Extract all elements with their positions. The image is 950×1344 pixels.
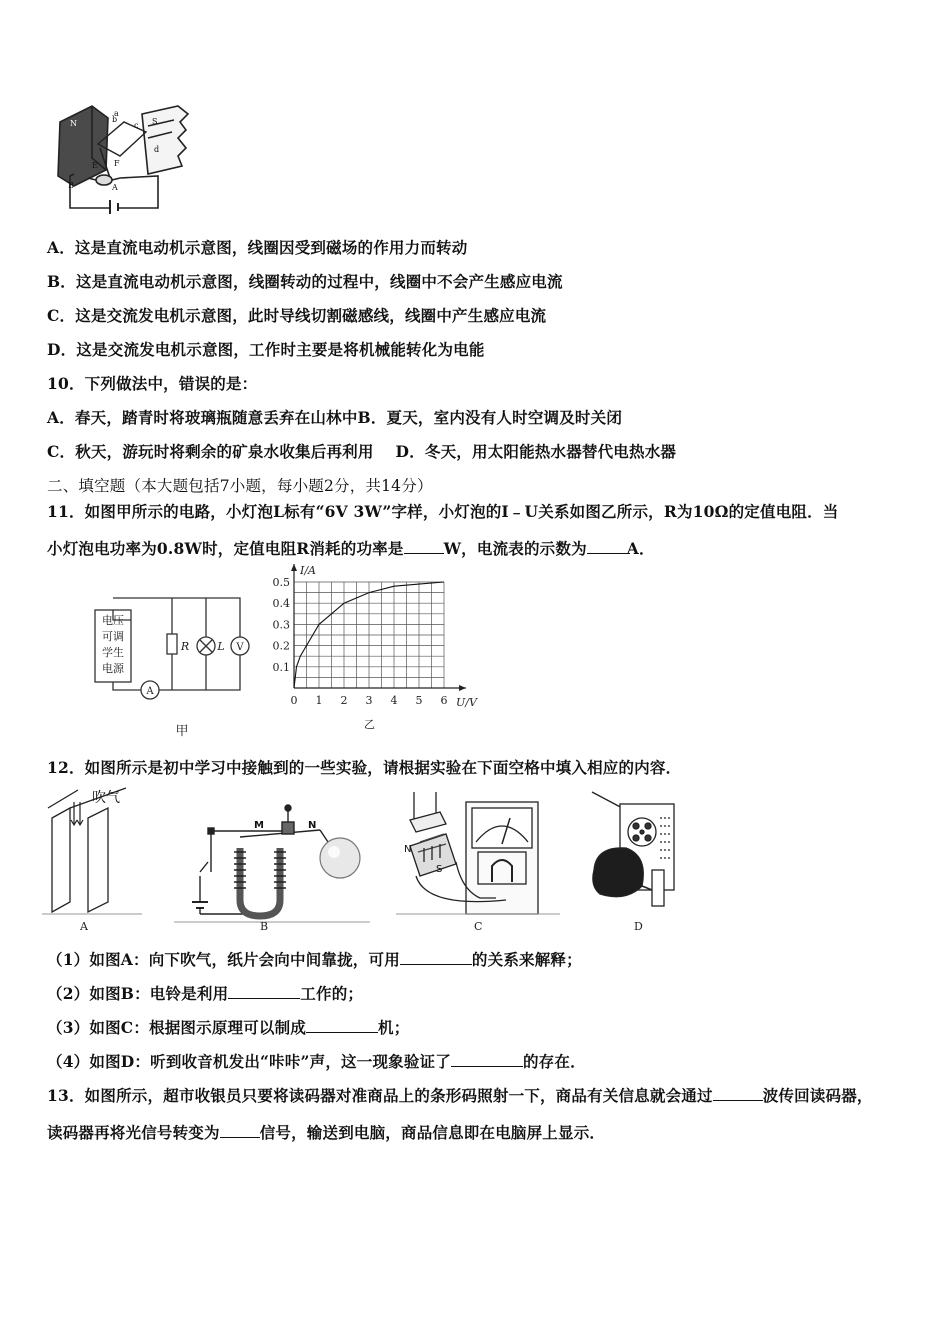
x-tick-label: 2 xyxy=(340,694,348,707)
coil-label-d: d xyxy=(154,145,160,154)
fig-a-label: A xyxy=(80,920,88,933)
x-tick-label: 3 xyxy=(365,694,373,707)
fig-a-blow-text: 吹气 xyxy=(92,790,120,806)
x-tick-label: 4 xyxy=(390,694,398,707)
pole-s-label: S xyxy=(152,117,158,126)
resistor-symbol xyxy=(167,634,177,654)
q9-option-d: D．这是交流发电机示意图，工作时主要是将机械能转化为电能 xyxy=(47,340,485,359)
fig-d-radio xyxy=(586,790,696,934)
answer-blank[interactable] xyxy=(400,949,472,966)
q12-stem: 12．如图所示是初中学习中接触到的一些实验，请根据实验在下面空格中填入相应的内容． xyxy=(47,758,682,777)
q11-circuit-diagram xyxy=(90,590,250,740)
brush-label-f: F xyxy=(114,159,120,168)
fig-c-galvanometer xyxy=(396,790,562,934)
q12-item-2-text: （2）如图B：电铃是利用 xyxy=(47,984,229,1003)
chart-ticks xyxy=(273,576,448,707)
q13-line2-text: 读码器再将光信号转变为 xyxy=(47,1123,220,1142)
x-axis-label: U/V xyxy=(456,696,477,709)
voltmeter-label: V xyxy=(236,642,244,653)
y-axis-label: I/A xyxy=(300,564,316,577)
q12-item-4-text: （4）如图D：听到收音机发出“咔咔”声，这一现象验证了 xyxy=(47,1052,451,1071)
chart-grid xyxy=(294,582,444,688)
q12-item-1 xyxy=(47,948,582,970)
q12-item-2-suffix: 工作的； xyxy=(300,984,364,1003)
q12-item-4-suffix: 的存在． xyxy=(522,1052,586,1071)
bell-dome xyxy=(320,838,360,878)
source-label-line3: 学生 xyxy=(102,646,124,659)
q12-item-2 xyxy=(47,982,363,1004)
motor-diagram xyxy=(48,104,196,216)
answer-blank[interactable] xyxy=(306,1017,378,1034)
answer-blank[interactable] xyxy=(228,983,300,1000)
pole-n-label: N xyxy=(70,119,77,128)
fig-b-electric-bell xyxy=(170,792,370,934)
y-axis-arrow xyxy=(291,564,297,571)
q10-option-d: D．冬天，用太阳能热水器替代电热水器 xyxy=(395,442,677,461)
q13-line2 xyxy=(47,1121,605,1143)
q9-option-b: B．这是直流电动机示意图，线圈转动的过程中，线圈中不会产生感应电流 xyxy=(47,272,563,291)
x-axis-arrow xyxy=(459,685,466,691)
circuit-caption: 甲 xyxy=(175,724,189,739)
q10-stem: 10．下列做法中，错误的是： xyxy=(47,374,258,393)
fig-b-label: B xyxy=(260,920,269,933)
y-tick-label: 0.2 xyxy=(272,639,290,653)
chart-caption: 乙 xyxy=(364,718,375,731)
coil-label-c: c xyxy=(134,121,139,130)
answer-blank[interactable] xyxy=(587,538,627,555)
fig-b-letter-n: N xyxy=(308,820,317,831)
lamp-label: L xyxy=(217,640,225,653)
iu-chart xyxy=(262,562,492,742)
source-label-line1: 电压 xyxy=(102,614,124,627)
fig-c-label: C xyxy=(474,920,483,933)
x-tick-label: 5 xyxy=(415,694,423,707)
q10-option-c: C．秋天，游玩时将剩余的矿泉水收集后再利用 xyxy=(47,442,374,461)
q12-item-1-text: （1）如图A：向下吹气，纸片会向中间靠拢，可用 xyxy=(47,950,400,969)
q13-line2-suffix: 信号，输送到电脑，商品信息即在电脑屏上显示． xyxy=(259,1123,606,1142)
y-tick-label: 0.1 xyxy=(272,660,290,674)
fig-c-letter-s: S xyxy=(436,864,443,875)
y-tick-label: 0.5 xyxy=(272,576,290,589)
x-tick-label: 0 xyxy=(290,694,298,707)
ammeter-label: A xyxy=(146,686,154,697)
brush-label-b: B xyxy=(68,181,74,190)
fig-b-letter-m: M xyxy=(254,820,264,831)
resistor-label: R xyxy=(180,640,190,653)
coil-label-b: b xyxy=(112,115,118,124)
answer-blank[interactable] xyxy=(713,1085,763,1102)
answer-blank[interactable] xyxy=(220,1122,260,1139)
q12-item-4 xyxy=(47,1050,586,1072)
x-tick-label: 1 xyxy=(315,694,323,707)
coil-label-a: a xyxy=(114,109,119,118)
q11-line2-part-b: W，电流表的示数为 xyxy=(443,539,587,558)
q11-line1: 11．如图甲所示的电路，小灯泡L标有“6V 3W”字样，小灯泡的I﹣U关系如图乙所示，R为10Ω的定值电阻．当 xyxy=(47,502,839,521)
q9-option-a: A．这是直流电动机示意图，线圈因受到磁场的作用力而转动 xyxy=(47,238,468,257)
q11-line2-part-c: A． xyxy=(626,539,655,558)
q13-line1 xyxy=(47,1084,873,1106)
q12-item-3-text: （3）如图C：根据图示原理可以制成 xyxy=(47,1018,307,1037)
x-tick-label: 6 xyxy=(440,694,448,707)
q13-line1-suffix: 波传回读码器， xyxy=(762,1086,873,1105)
brush-label-a: A xyxy=(112,183,118,192)
fig-a-paper-strips xyxy=(42,784,142,934)
q9-option-c: C．这是交流发电机示意图，此时导线切割磁感线，线圈中产生感应电流 xyxy=(47,306,547,325)
q12-item-3 xyxy=(47,1016,409,1038)
source-label-line2: 可调 xyxy=(102,630,124,643)
fig-d-label: D xyxy=(634,920,643,933)
q12-item-1-suffix: 的关系来解释； xyxy=(471,950,582,969)
answer-blank[interactable] xyxy=(404,538,444,555)
y-tick-label: 0.4 xyxy=(272,597,290,611)
q12-item-3-suffix: 机； xyxy=(378,1018,410,1037)
brush-label-e: E xyxy=(92,161,98,170)
answer-blank[interactable] xyxy=(451,1051,523,1068)
y-tick-label: 0.3 xyxy=(272,618,290,632)
q13-line1-text: 13．如图所示，超市收银员只要将读码器对准商品上的条形码照射一下，商品有关信息就会通过 xyxy=(47,1086,713,1105)
fig-c-letter-n: N xyxy=(404,844,412,855)
q11-line2-part-a: 小灯泡电功率为0.8W时，定值电阻R消耗的功率是 xyxy=(47,539,404,558)
q11-line2 xyxy=(47,537,655,559)
q10-options-ab: A．春天，踏青时将玻璃瓶随意丢弃在山林中B．夏天，室内没有人时空调及时关闭 xyxy=(47,408,623,427)
source-label-line4: 电源 xyxy=(102,662,124,675)
section2-title: 二、填空题（本大题包括7小题，每小题2分，共14分） xyxy=(47,477,433,495)
q10-options-cd xyxy=(47,440,676,462)
